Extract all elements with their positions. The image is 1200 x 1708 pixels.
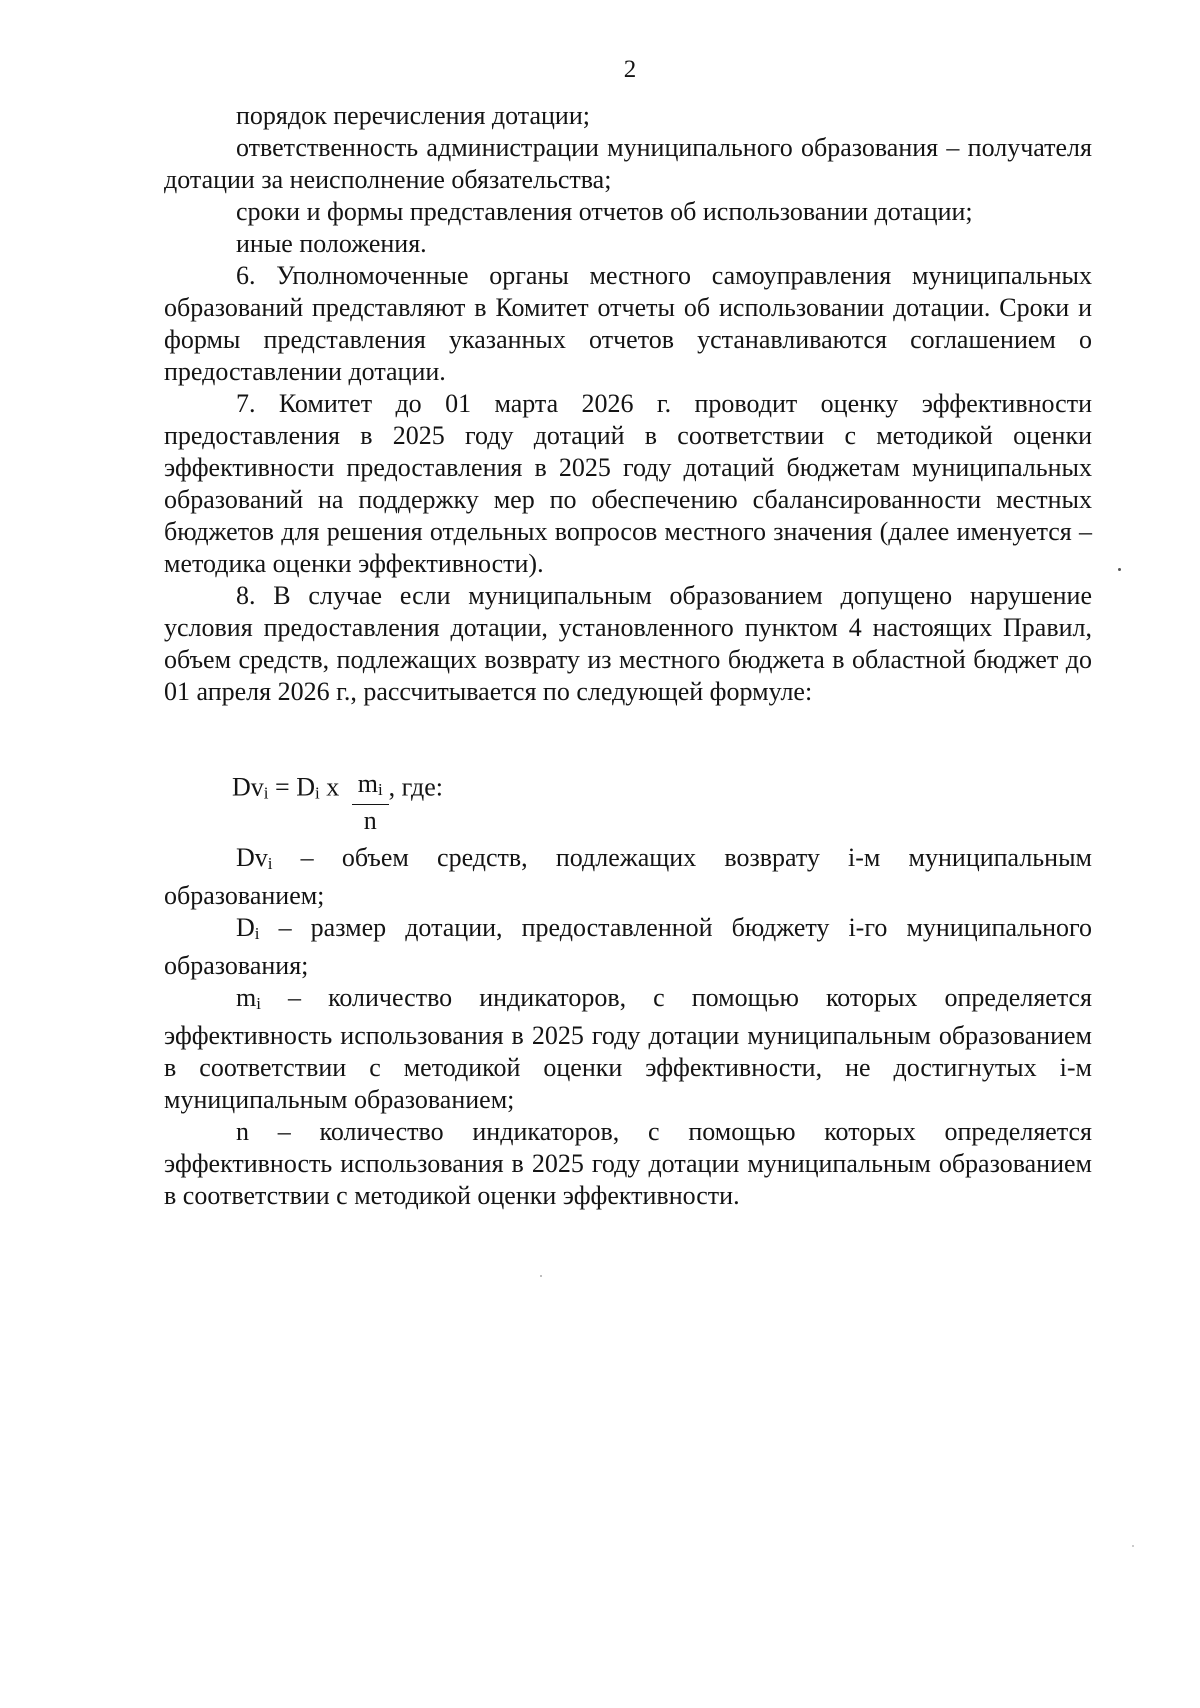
- paragraph-administration-responsibility: ответственность администрации муниципального образования – получателя дотации за неисполнение обязательства;: [164, 133, 1092, 194]
- formula-equals: =: [268, 772, 297, 802]
- definition-di-subscript: i: [254, 924, 260, 943]
- paragraph-transfer-procedure: порядок перечисления дотации;: [236, 101, 590, 130]
- formula-fraction: [352, 770, 389, 837]
- formula-tail: , где:: [388, 772, 444, 802]
- fraction-denominator: n: [363, 806, 377, 835]
- definition-dvi-symbol: Dv: [236, 843, 268, 872]
- definition-di-text: – размер дотации, предоставленной бюджету i-го муниципального образования;: [164, 913, 1092, 980]
- definition-dvi: [164, 842, 1092, 912]
- definition-di-symbol: D: [236, 913, 255, 942]
- formula-lhs-subscript: i: [263, 783, 269, 803]
- definition-mi-text: – количество индикаторов, с помощью которых определяется эффективность использования в 2025 году дотации муниципальным образованием в соответствии с методикой оценки эффективности, не достигнутых i-м муниципальным образованием;: [164, 983, 1092, 1114]
- scan-speck: [1132, 1545, 1134, 1547]
- definition-mi-subscript: i: [256, 994, 261, 1013]
- paragraph-report-terms: сроки и формы представления отчетов об использовании дотации;: [236, 197, 973, 226]
- definition-n-text: – количество индикаторов, с помощью которых определяется эффективность использования в 2025 году дотации муниципальным образованием в соответствии с методикой оценки эффективности.: [164, 1117, 1092, 1210]
- numerator-symbol: m: [357, 769, 378, 798]
- refund-formula: [232, 756, 444, 835]
- paragraph-other-provisions: иные положения.: [236, 229, 427, 258]
- page-number: 2: [623, 56, 637, 83]
- formula-block: [164, 708, 1092, 842]
- numerator-subscript: i: [377, 780, 383, 799]
- document-body: [164, 100, 1092, 1212]
- formula-d-symbol: D: [296, 772, 315, 802]
- definition-di: [164, 912, 1092, 982]
- paragraph-item-7: 7. Комитет до 01 марта 2026 г. проводит оценку эффективности предоставления в 2025 году дотаций в соответствии с методикой оценки эффективности предоставления в 2025 году дотаций бюджетам муниципальных образований на поддержку мер по обеспечению сбалансированности местных бюджетов для решения отдельных вопросов местного значения (далее именуется – методика оценки эффективности).: [164, 389, 1092, 578]
- definition-n: [164, 1116, 1092, 1212]
- formula-times: x: [319, 772, 346, 802]
- definition-dvi-subscript: i: [267, 854, 273, 873]
- definition-mi: [164, 982, 1092, 1116]
- definition-mi-symbol: m: [236, 983, 257, 1012]
- formula-d-subscript: i: [314, 783, 320, 803]
- scan-speck: [1118, 568, 1121, 571]
- scan-speck: [540, 1275, 542, 1277]
- paragraph-item-8: 8. В случае если муниципальным образованием допущено нарушение условия предоставления дотации, установленного пунктом 4 настоящих Правил, объем средств, подлежащих возврату из местного бюджета в областной бюджет до 01 апреля 2026 г., рассчитывается по следующей формуле:: [164, 581, 1092, 706]
- formula-lhs-symbol: Dv: [232, 772, 264, 802]
- fraction-numerator: [352, 770, 389, 805]
- definition-dvi-text: – объем средств, подлежащих возврату i-м муниципальным образованием;: [164, 843, 1092, 910]
- paragraph-item-6: 6. Уполномоченные органы местного самоуправления муниципальных образований представляют в Комитет отчеты об использовании дотации. Сроки и формы представления указанных отчетов устанавливаются соглашением о предоставлении дотации.: [164, 261, 1092, 386]
- definition-n-symbol: n: [236, 1117, 249, 1146]
